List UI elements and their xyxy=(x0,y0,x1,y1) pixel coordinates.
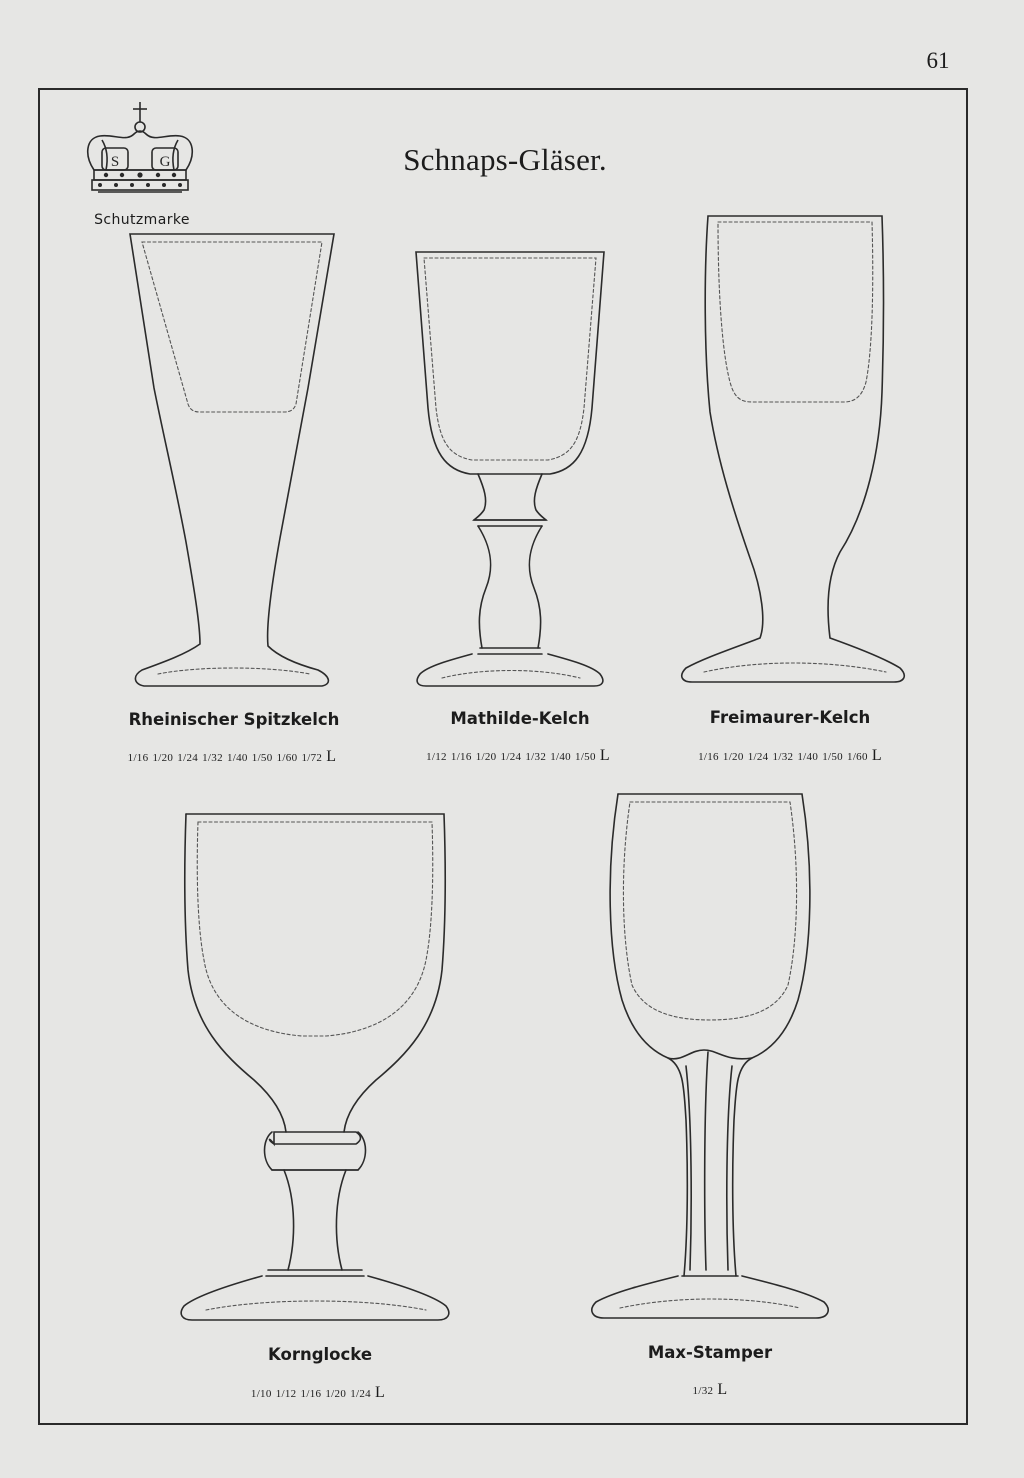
size-fraction: 1/16 xyxy=(450,751,472,763)
svg-text:G: G xyxy=(159,154,171,170)
size-fraction: 1/12 xyxy=(426,751,447,763)
size-fraction: 1/12 xyxy=(275,1388,297,1400)
size-fraction: 1/50 xyxy=(822,751,843,763)
size-fraction: 1/20 xyxy=(325,1388,347,1400)
size-fraction: 1/20 xyxy=(152,752,174,764)
max-stamper-drawing xyxy=(586,790,832,1322)
freimaurer-kelch-drawing xyxy=(678,212,910,684)
svg-text:S: S xyxy=(110,154,120,170)
glass-name-freimaurer-kelch: Freimaurer-Kelch xyxy=(709,708,871,727)
glass-name-kornglocke: Kornglocke xyxy=(267,1345,373,1364)
size-fraction: 1/24 xyxy=(177,752,199,764)
glass-sizes-kornglocke xyxy=(158,1384,478,1402)
size-fraction: 1/16 xyxy=(300,1388,322,1400)
size-fraction: 1/20 xyxy=(475,751,497,763)
size-fraction: 1/20 xyxy=(722,751,744,763)
page-number: 61 xyxy=(926,48,950,73)
size-fraction: 1/32 xyxy=(772,751,794,763)
size-fraction: 1/24 xyxy=(747,751,769,763)
size-fraction: 1/32 xyxy=(692,1385,714,1397)
size-fraction: 1/24 xyxy=(350,1388,371,1400)
glass-sizes-rheinischer-spitzkelch xyxy=(72,748,392,766)
trademark-caption: Schutzmarke xyxy=(94,212,190,228)
size-fraction: 1/40 xyxy=(226,752,248,764)
glass-sizes-max-stamper xyxy=(550,1381,870,1399)
size-fraction: 1/72 xyxy=(301,752,323,764)
glass-name-max-stamper: Max-Stamper xyxy=(647,1343,773,1362)
size-fraction: 1/16 xyxy=(127,752,149,764)
size-fraction: 1/50 xyxy=(251,752,273,764)
unit-label: L xyxy=(599,747,610,764)
unit-label: L xyxy=(326,748,337,765)
unit-label: L xyxy=(871,747,882,764)
size-fraction: 1/40 xyxy=(550,751,571,763)
glass-sizes-freimaurer-kelch xyxy=(630,747,950,765)
unit-label: L xyxy=(375,1384,386,1401)
size-fraction: 1/60 xyxy=(847,751,868,763)
unit-label: L xyxy=(717,1381,728,1398)
size-fraction: 1/10 xyxy=(250,1388,272,1400)
crown-trademark-logo xyxy=(78,100,202,204)
size-fraction: 1/50 xyxy=(575,751,596,763)
size-fraction: 1/24 xyxy=(500,751,522,763)
size-fraction: 1/60 xyxy=(276,752,298,764)
page-title: Schnaps-Gläser. xyxy=(403,142,607,177)
glass-name-mathilde-kelch: Mathilde-Kelch xyxy=(450,709,590,728)
size-fraction: 1/32 xyxy=(202,752,223,764)
size-fraction: 1/32 xyxy=(525,751,547,763)
glass-name-rheinischer-spitzkelch: Rheinischer Spitzkelch xyxy=(128,710,340,729)
size-fraction: 1/40 xyxy=(797,751,819,763)
mathilde-kelch-drawing xyxy=(412,248,610,688)
rheinischer-spitzkelch-drawing xyxy=(128,228,340,688)
kornglocke-drawing xyxy=(176,810,452,1322)
size-fraction: 1/16 xyxy=(698,751,719,763)
